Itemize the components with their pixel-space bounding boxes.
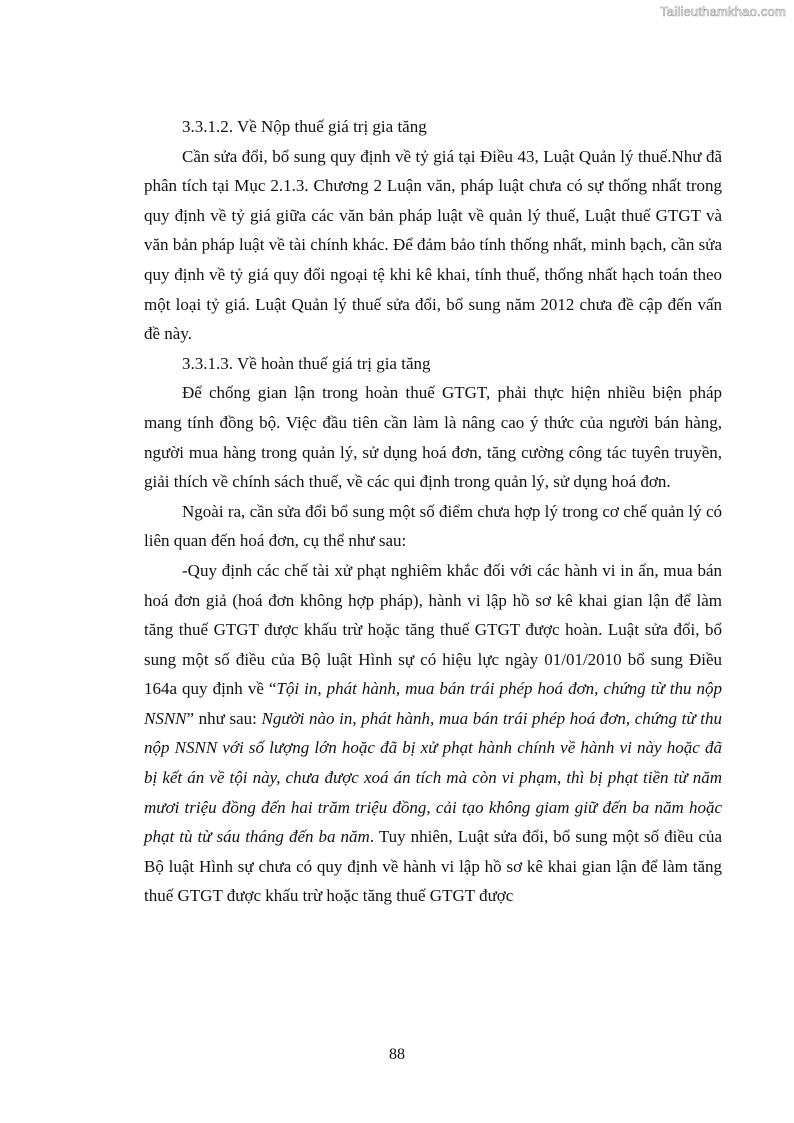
law-provision-quote: Người nào in, phát hành, mua bán trái phép hoá đơn, chứng từ thu nộp NSNN với số lượng lớn hoặc đã bị xử phạt hành chính về hành vi này hoặc đã bị kết án về tội này, chưa được xoá án tích mà còn vi phạm, thì bị phạt tiền từ năm mươi triệu đồng đến hai trăm triệu đồng, cải tạo không giam giữ đến ba năm hoặc phạt tù từ sáu tháng đến ba năm	[144, 708, 722, 847]
penalties-text-3: . Tuy nhiên, Luật sửa đổi, bổ sung một số điều của Bộ luật Hình sự chưa có quy định về hành vi lập hồ sơ kê khai gian lận để làm tăng thuế GTGT được khấu trừ hoặc tăng thuế GTGT được	[144, 827, 722, 906]
penalties-text-1: -Quy định các chế tài xử phạt nghiêm khắc đối với các hành vi in ấn, mua bán hoá đơn giả (hoá đơn không hợp pháp), hành vi lập hồ sơ kê khai gian lận để làm tăng thuế GTGT được khấu trừ hoặc tăng thuế GTGT được hoàn. Luật sửa đổi, bổ sung một số điều của Bộ luật Hình sự có hiệu lực ngày 01/01/2010 bổ sung Điều 164a quy định về “	[144, 560, 722, 699]
page-number: 88	[389, 1046, 405, 1063]
crime-title-quote: Tội in, phát hành, mua bán trái phép hoá đơn, chứng từ thu nộp NSNN	[144, 679, 722, 728]
paragraph-exchange-rate: Cần sửa đổi, bổ sung quy định về tỷ giá tại Điều 43, Luật Quản lý thuế.Như đã phân tích tại Mục 2.1.3. Chương 2 Luận văn, pháp luật chưa có sự thống nhất trong quy định về tỷ giá giữa các văn bản pháp luật về quản lý thuế, Luật thuế GTGT và văn bản pháp luật về tài chính khác. Để đảm bảo tính thống nhất, minh bạch, cần sửa quy định về tỷ giá quy đổi ngoại tệ khi kê khai, tính thuế, thống nhất hạch toán theo một loại tỷ giá. Luật Quản lý thuế sửa đổi, bổ sung năm 2012 chưa đề cập đến vấn đề này.	[144, 146, 722, 344]
paragraph-anti-fraud: Để chống gian lận trong hoàn thuế GTGT, phải thực hiện nhiều biện pháp mang tính đồng bộ. Việc đầu tiên cần làm là nâng cao ý thức của người bán hàng, người mua hàng trong quản lý, sử dụng hoá đơn, tăng cường công tác tuyên truyền, giải thích về chính sách thuế, về các qui định trong quản lý, sử dụng hoá đơn.	[144, 383, 722, 492]
section-heading-3-3-1-2: 3.3.1.2. Về Nộp thuế giá trị gia tăng	[182, 117, 427, 136]
section-heading-3-3-1-3: 3.3.1.3. Về hoàn thuế giá trị gia tăng	[182, 353, 431, 373]
penalties-text-2: ” như sau:	[186, 708, 262, 728]
watermark-text: Tailieuthamkhao.com	[660, 4, 786, 19]
document-body	[144, 112, 722, 911]
paragraph-penalties	[144, 556, 722, 911]
paragraph-amendments: Ngoài ra, cần sửa đổi bổ sung một số điểm chưa hợp lý trong cơ chế quản lý có liên quan đến hoá đơn, cụ thể như sau:	[144, 501, 722, 551]
